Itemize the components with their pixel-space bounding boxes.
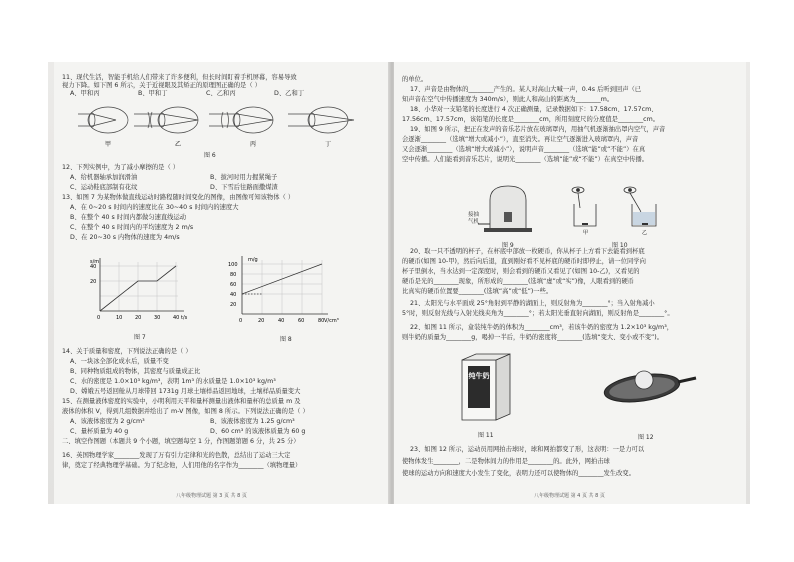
- left-text-line: 11、现代生活，智能手机给人们带来了许多便利，但长时间盯着手机屏幕，容易导致: [62, 74, 297, 81]
- left-text-line: C、运动鞋底部制有花纹: [70, 184, 138, 191]
- fig7-xlabel: t/s: [181, 315, 188, 321]
- fig10-caption: 图 10: [612, 242, 628, 249]
- left-text-line: 视力下降。如下图 6 所示，关于近视眼及其矫正的原理图正确的是（ ）: [62, 82, 261, 89]
- eye-icon: [572, 187, 584, 193]
- left-text-line: 律，奠定了经典物理学基础。为了纪念他，人们用他的名字作为________（填物理量）: [62, 462, 302, 469]
- fig9-label-line: 气机: [468, 219, 480, 225]
- right-text-line: 5°时，则反射光线与入射光线夹角为________°；若太阳光垂直射向湖面，则反射角是________°。: [402, 310, 674, 317]
- coin-icon: [582, 223, 588, 225]
- fig7-ylabel: s/m: [90, 259, 100, 265]
- fig9-caption: 图 9: [502, 242, 514, 249]
- left-page-footer: 八年级物理试题 第 3 页 共 8 页: [176, 493, 247, 499]
- fig11-caption: 图 11: [478, 432, 494, 439]
- figure-12-racket: [600, 358, 700, 422]
- milk-box-text: 纯牛奶: [468, 372, 490, 380]
- fig10-label-a: 甲: [583, 230, 589, 236]
- left-text-line: B、甲和丁: [138, 90, 168, 97]
- fig8-xtick: 80: [318, 318, 325, 324]
- fig7-xtick: 10: [116, 315, 123, 321]
- right-text-line: 23、如图 12 所示，运动员用网拍击球时，球和网拍都变了形，这表明：一是力可以: [410, 446, 645, 453]
- left-text-line: 液体的体积 V，得到几组数据并绘出了 m-V 图像，如图 8 所示。下列说法正确的是（ ）: [62, 408, 309, 415]
- right-text-line: 又会逐渐________（选填“增大或减小”），说明声音________（选填“能”或“不能”）在真: [402, 146, 646, 153]
- coin-icon: [642, 223, 648, 225]
- fig6-label-d: 丁: [324, 141, 332, 148]
- right-text-line: 杯子里倒水，当水达到一定深度时，则会看到的硬币又看见了(如图 10-乙)，又看见的: [402, 268, 640, 275]
- left-text-line: D、下雪后往路面撒煤渣: [210, 184, 278, 191]
- left-text-line: D、60 cm³ 的该液体质量为 60 g: [210, 428, 306, 435]
- fig7-caption: 图 7: [134, 334, 146, 341]
- fig8-ytick: 60: [230, 282, 237, 288]
- right-text-line: 19、如图 9 所示，把正在发声的音乐芯片放在玻璃罩内，用抽气机逐渐抽出罩内空气，声音: [410, 126, 666, 133]
- left-text-line: A、甲和丙: [70, 90, 100, 97]
- fig7-ytick: 40: [90, 264, 97, 270]
- eye-diagram-a: [78, 107, 128, 133]
- fig8-xtick: 40: [278, 318, 285, 324]
- right-text-line: 17、声音是由物体的________产生的。某人对高山大喊一声，0.4s 后听到回声（已: [410, 86, 642, 93]
- left-text-line: B、拔河时用力握紧绳子: [210, 174, 278, 181]
- left-text-line: 15、在测量液体密度的实验中，小明利用天平和量杯测量出液体和量杯的总质量 m 及: [62, 398, 301, 405]
- right-text-line: 18、小华对一支铅笔的长度进行 4 次正确测量，记录数据如下：17.58cm、17.57cm、: [410, 106, 658, 113]
- right-text-line: 使物体发生________，二是物体间力的作用是________的。此外，网拍击球: [402, 458, 610, 465]
- fig8-ytick: 100: [228, 262, 238, 268]
- fig8-ylabel: m/g: [248, 257, 258, 263]
- exam-photo: [48, 62, 750, 504]
- fig8-xlabel: V/cm³: [324, 318, 339, 324]
- figure-10-coin-cups: [564, 180, 674, 236]
- tennis-ball-icon: [635, 371, 653, 389]
- fig8-xtick: 20: [258, 318, 265, 324]
- eye-icon: [624, 187, 636, 193]
- left-text-line: B、在整个 40 s 时间内都做匀速直线运动: [70, 214, 187, 221]
- fig6-label-c: 丙: [249, 141, 257, 148]
- fig7-xtick: 40: [173, 315, 180, 321]
- right-page-footer: 八年级物理试题 第 4 页 共 8 页: [534, 493, 605, 499]
- right-text-line: 硬币是光的________现象，所形成的________(选填“虚”或“实”)像，人眼看到的硬币: [402, 278, 635, 285]
- left-text-line: D、嫦娥五号返回舱从月球带回 1731g 月球土壤样品返回地球，土壤样品质量变大: [70, 388, 301, 395]
- right-text-line: 则牛奶的质量为________g，喝掉一半后，牛奶的密度将________(选填“变大、变小或不变”)。: [402, 334, 664, 341]
- left-text-line: C、水的密度是 1.0×10³ kg/m³，表明 1m³ 的水质量是 1.0×10³ kg/m³: [70, 378, 276, 385]
- figure-8-mv-graph: [224, 254, 344, 330]
- left-text-line: D、在 20~30 s 内物体的速度为 4m/s: [70, 234, 180, 241]
- figure-6-eye-diagrams: [78, 102, 378, 150]
- left-text-line: C、量杯质量为 40 g: [70, 428, 129, 435]
- eye-diagram-c: [209, 107, 273, 133]
- left-text-line: B、同种物质组成的物体，其密度与质量成正比: [70, 368, 201, 375]
- left-text-line: 16、英国物理学家________发现了万有引力定律和光的色散，总结出了运动三大定: [62, 452, 291, 459]
- right-text-line: 空中传播。人们能看到音乐芯片，说明光________（选填“能”或“不能”）在真空中传播。: [402, 156, 649, 163]
- left-text-line: D、乙和丁: [274, 90, 305, 97]
- eye-diagram-b: [134, 107, 198, 133]
- cup-a: [574, 204, 596, 226]
- fig12-caption: 图 12: [638, 434, 654, 441]
- right-text-line: 的单位。: [402, 76, 428, 83]
- left-text-line: C、乙和丙: [206, 90, 236, 97]
- fig8-ytick: 80: [230, 272, 237, 278]
- right-text-line: 使球的运动方向和速度大小发生了变化，表明力还可以使物体的________发生改变。: [402, 470, 635, 477]
- music-chip-icon: [504, 212, 512, 222]
- left-text-line: 12、下列实例中，为了减小摩擦的是（ ）: [62, 164, 180, 171]
- fig8-xtick: 0: [239, 318, 243, 324]
- fig7-ytick: 20: [90, 279, 97, 285]
- left-text-line: B、该液体密度为 1.25 g/cm³: [210, 418, 295, 425]
- left-text-line: C、在整个 40 s 时间内的平均速度为 2 m/s: [70, 224, 194, 231]
- right-text-line: 22、如图 11 所示，盒装纯牛奶的体积为________cm³，若该牛奶的密度为 1.2×10³ kg/m³，: [410, 324, 674, 331]
- fig7-xtick: 20: [135, 315, 142, 321]
- fig9-pump-label: [468, 212, 479, 226]
- left-text-line: 14、关于质量和密度，下列说法正确的是（ ）: [62, 348, 192, 355]
- figure-9-bell-jar: [478, 182, 538, 234]
- fig8-caption: 图 8: [280, 336, 292, 343]
- fig10-label-b: 乙: [642, 230, 648, 236]
- fig8-xtick: 60: [298, 318, 305, 324]
- fig6-label-a: 甲: [104, 141, 112, 148]
- figure-11-milk-box: [456, 350, 516, 424]
- fig6-caption: 图 6: [204, 152, 216, 159]
- left-text-line: A、给机器轴承加润滑油: [70, 174, 138, 181]
- left-text-line: A、在 0~20 s 时间内的速度比在 30~40 s 时间内的速度大: [70, 204, 239, 211]
- fig7-xtick: 30: [154, 315, 161, 321]
- eye-diagram-d: [288, 107, 354, 133]
- left-page: [54, 62, 390, 504]
- fig9-label-line: 接抽: [468, 212, 480, 218]
- right-text-line: 20、取一只不透明的杯子，在杯底中部放一枚硬币，你从杯子上方看下去能看到杯底: [410, 248, 645, 255]
- fig7-xtick: 0: [97, 315, 101, 321]
- fig8-ytick: 40: [230, 292, 237, 298]
- right-text-line: 17.56cm、17.57cm，该铅笔的长度是________cm，所用刻度尺的分度值是________cm。: [402, 116, 660, 123]
- figure-7-st-graph: [88, 256, 198, 328]
- left-text-line: 13、如图 7 为某物体做直线运动时路程随时间变化的图像，由图像可知该物体（ ）: [62, 194, 295, 201]
- right-text-line: 21、太阳光与水平面成 25°角射到平静的湖面上，则反射角为________°；当入射角减小: [410, 300, 655, 307]
- fig8-ytick: 20: [230, 302, 237, 308]
- right-text-line: 比真实的硬币位置要________(选填“高”或“低”)一些。: [402, 288, 553, 295]
- right-text-line: 会逐渐________（选填“增大或减小”），直至消失。再让空气逐渐进入玻璃罩内，声音: [402, 136, 639, 143]
- right-text-line: 知声音在空气中传播速度为 340m/s），则此人和高山的距离为________m。: [402, 96, 614, 103]
- left-text-line: A、一块冰全部化成水后，质量不变: [70, 358, 169, 365]
- right-page: [394, 62, 746, 504]
- fig6-label-b: 乙: [174, 141, 182, 148]
- left-text-line: A、该液体密度为 2 g/cm³: [70, 418, 145, 425]
- left-text-line: 二、填空作图题（本题共 9 个小题，填空题每空 1 分，作图题第题 6 分，共 25 分）: [62, 438, 300, 445]
- right-text-line: 的硬币(如图 10-甲)，然后向后退，直到刚好看不见杯底的硬币时即停止，请一位同学向: [402, 258, 646, 265]
